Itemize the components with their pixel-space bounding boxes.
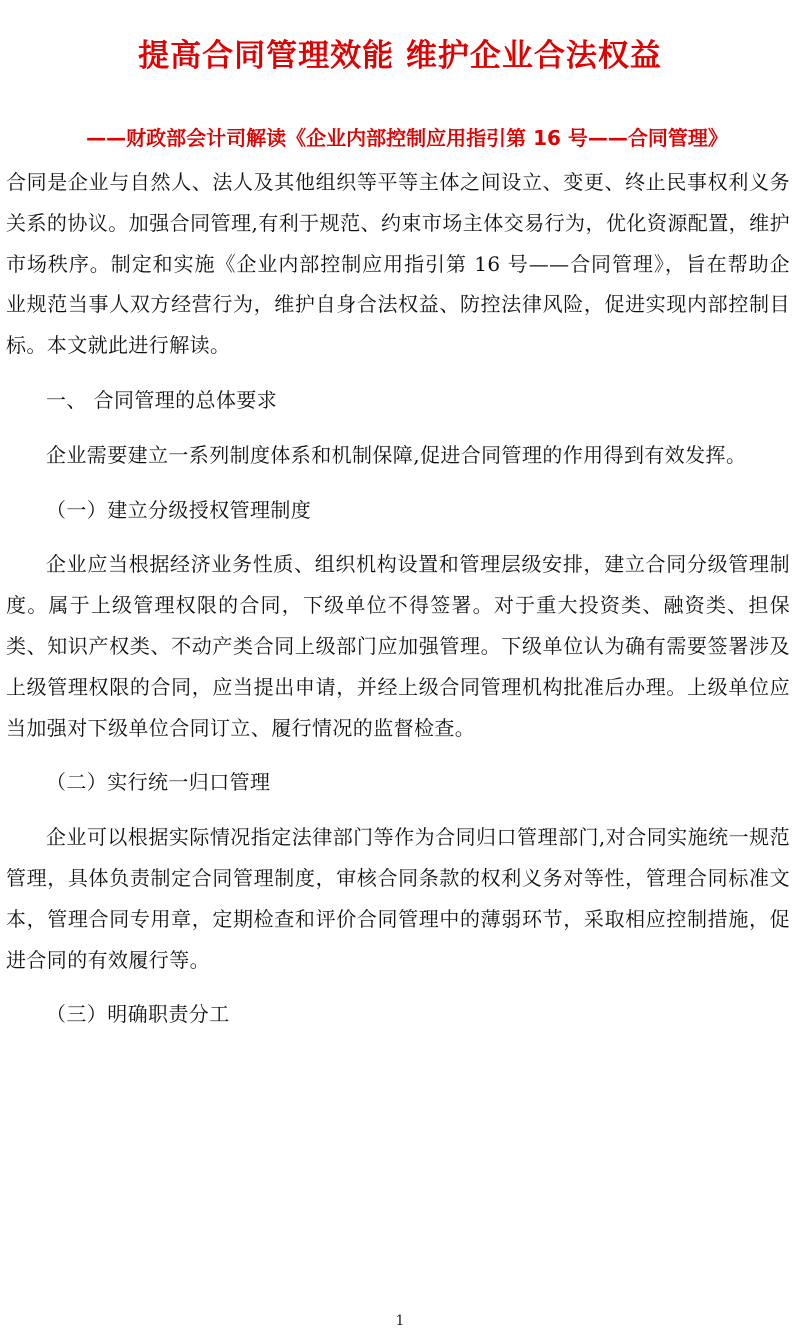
- subsection-heading-1: （一）建立分级授权管理制度: [46, 497, 312, 522]
- subsection-heading-2: （二）实行统一归口管理: [46, 770, 271, 795]
- document-title: 提高合同管理效能 维护企业合法权益: [138, 38, 662, 74]
- document-body: [6, 162, 790, 1035]
- section-1-paragraph: 企业需要建立一系列制度体系和机制保障,促进合同管理的作用得到有效发挥。: [46, 442, 747, 467]
- intro-paragraph: 合同是企业与自然人、法人及其他组织等平等主体之间设立、变更、终止民事权利义务关系的协议。加强合同管理,有利于规范、约束市场主体交易行为，优化资源配置，维护市场秩序。制定和实施《企业内部控制应用指引第 16 号——合同管理》，旨在帮助企业规范当事人双方经营行为，维护自身合法权益、防控法律风险，促进实现内部控制目标。本文就此进行解读。: [6, 170, 790, 358]
- subsection-2-paragraph: 企业可以根据实际情况指定法律部门等作为合同归口管理部门,对合同实施统一规范管理，具体负责制定合同管理制度，审核合同条款的权利义务对等性，管理合同标准文本，管理合同专用章，定期检查和评价合同管理中的薄弱环节，采取相应控制措施，促进合同的有效履行等。: [6, 825, 790, 972]
- section-heading-1: 一、 合同管理的总体要求: [46, 387, 278, 412]
- page-number: 1: [395, 1313, 405, 1329]
- document-subtitle: ——财政部会计司解读《企业内部控制应用指引第 16 号——合同管理》: [86, 126, 728, 150]
- subsection-heading-3: （三）明确职责分工: [46, 1002, 230, 1027]
- subsection-1-paragraph: 企业应当根据经济业务性质、组织机构设置和管理层级安排，建立合同分级管理制度。属于上级管理权限的合同，下级单位不得签署。对于重大投资类、融资类、担保类、知识产权类、不动产类合同上级部门应加强管理。下级单位认为确有需要签署涉及上级管理权限的合同，应当提出申请，并经上级合同管理机构批准后办理。上级单位应当加强对下级单位合同订立、履行情况的监督检查。: [6, 552, 790, 740]
